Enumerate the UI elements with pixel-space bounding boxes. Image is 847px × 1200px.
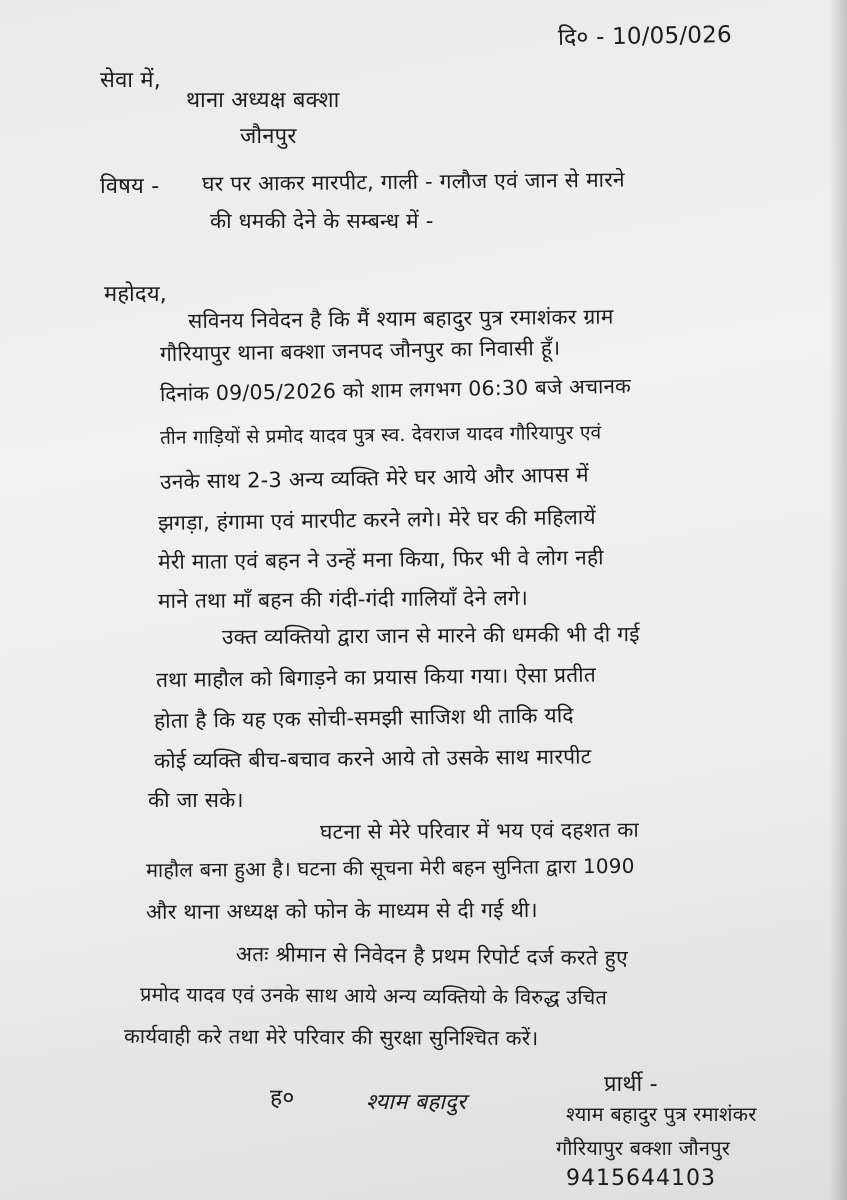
recipient-location: जौनपुर — [240, 124, 297, 149]
body-line: घटना से मेरे परिवार में भय एवं दहशत का — [319, 817, 640, 844]
greeting: महोदय, — [104, 282, 167, 307]
body-line: होता है कि यह एक सोची-समझी साजिश थी ताकि यदि — [153, 703, 574, 733]
subject-label: विषय - — [100, 174, 160, 199]
recipient-salutation: सेवा में, — [100, 68, 161, 93]
body-line: तथा माहौल को बिगाड़ने का प्रयास किया गया। ऐसा प्रतीत — [155, 662, 597, 692]
body-line: माने तथा माँ बहन की गंदी-गंदी गालियाँ देने लगे। — [157, 585, 529, 613]
body-line: अतः श्रीमान से निवेदन है प्रथम रिपोर्ट दर्ज करते हुए — [235, 942, 629, 971]
body-line: कोई व्यक्ति बीच-बचाव करने आये तो उसके साथ मारपीट — [153, 744, 592, 773]
recipient-officer: थाना अध्यक्ष बक्शा — [186, 88, 340, 113]
body-line: सविनय निवेदन है कि मैं श्याम बहादुर पुत्र रमाशंकर ग्राम — [187, 304, 614, 333]
body-line: उनके साथ 2-3 अन्य व्यक्ति मेरे घर आये और आपस में — [159, 462, 590, 494]
body-line: कार्यवाही करे तथा मेरे परिवार की सुरक्षा सुनिश्चित करें। — [123, 1024, 539, 1051]
signature-prefix: ह० — [270, 1085, 295, 1111]
page-edge-shadow — [829, 0, 847, 1200]
applicant-phone: 9415644103 — [566, 1166, 716, 1191]
signature-name: श्याम बहादुर — [366, 1090, 467, 1115]
applicant-label: प्रार्थी - — [604, 1072, 658, 1097]
body-line: प्रमोद यादव एवं उनके साथ आये अन्य व्यक्तियो के विरुद्ध उचित — [139, 982, 608, 1010]
body-line: गौरियापुर थाना बक्शा जनपद जौनपुर का निवासी हूँ। — [159, 335, 561, 366]
body-line: दिनांक 09/05/2026 को शाम लगभग 06:30 बजे अचानक — [159, 373, 632, 406]
body-line: उक्त व्यक्तियो द्वारा जान से मारने की धमकी भी दी गई — [221, 622, 640, 649]
applicant-name-line: श्याम बहादुर पुत्र रमाशंकर — [566, 1102, 757, 1126]
body-line: और थाना अध्यक्ष को फोन के माध्यम से दी गई थी। — [145, 897, 538, 924]
subject-line-1: घर पर आकर मारपीट, गाली - गलौज एवं जान से मारने — [201, 167, 625, 196]
letter-date: दि० - 10/05/026 — [557, 21, 733, 51]
subject-line-2: की धमकी देने के सम्बन्ध में - — [210, 209, 434, 233]
body-line: की जा सके। — [148, 788, 244, 812]
body-line: माहौल बना हुआ है। घटना की सूचना मेरी बहन सुनिता द्वारा 1090 — [145, 853, 635, 882]
body-line: तीन गाड़ियों से प्रमोद यादव पुत्र स्व. देवराज यादव गौरियापुर एवं — [159, 421, 602, 449]
body-line: मेरी माता एवं बहन ने उन्हें मना किया, फिर भी वे लोग नही — [157, 545, 604, 574]
applicant-address-line: गौरियापुर बक्शा जौनपुर — [556, 1136, 731, 1160]
body-line: झगड़ा, हंगामा एवं मारपीट करने लगे। मेरे घर की महिलायें — [157, 504, 596, 535]
